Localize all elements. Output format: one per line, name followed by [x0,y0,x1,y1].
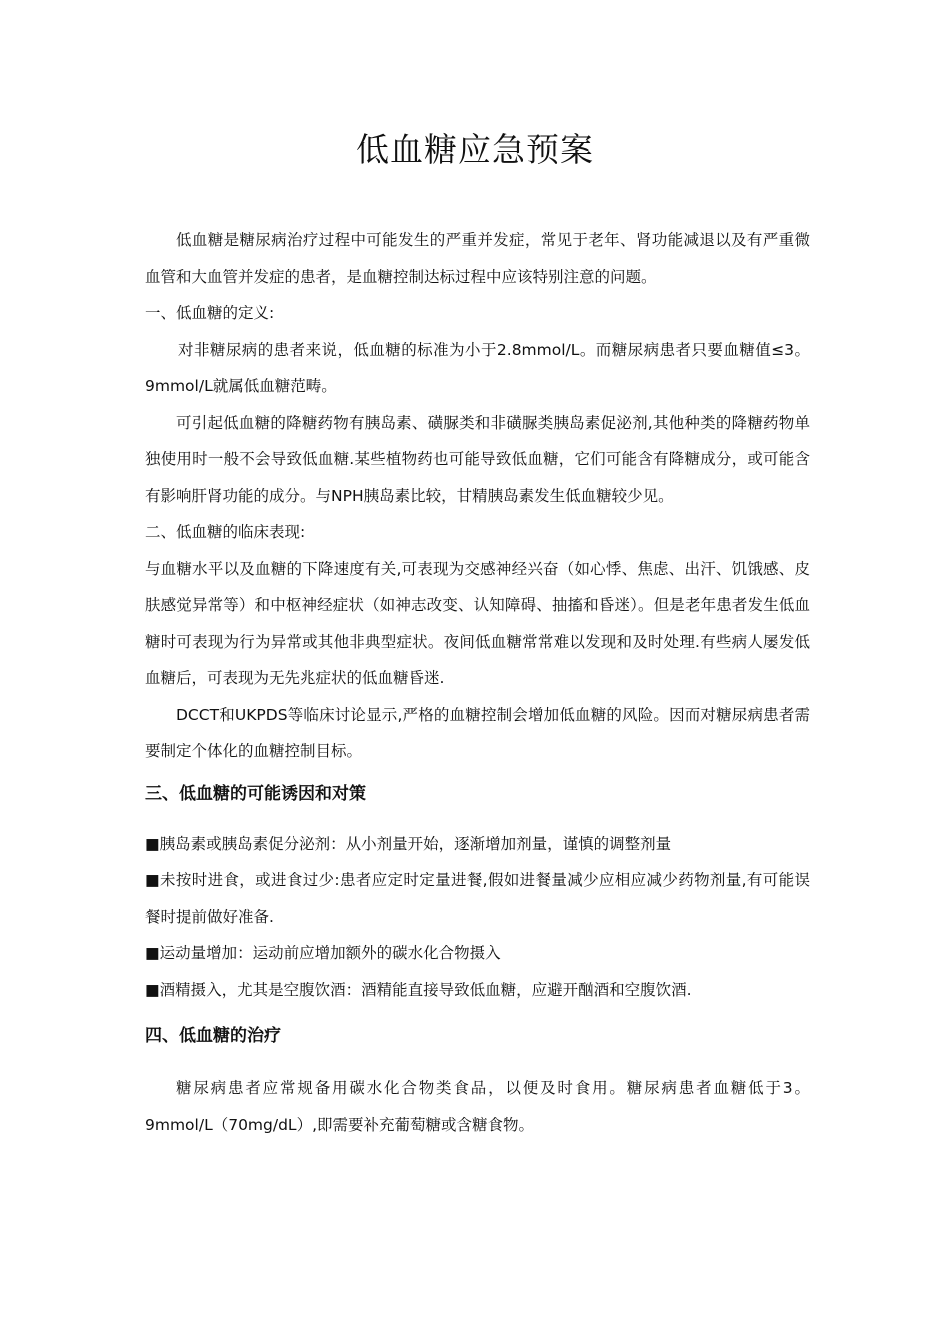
section2-paragraph-2: DCCT和UKPDS等临床讨论显示,严格的血糖控制会增加低血糖的风险。因而对糖尿病患者需要制定个体化的血糖控制目标。 [145,705,810,760]
section4-paragraph-1: 糖尿病患者应常规备用碳水化合物类食品，以便及时食用。糖尿病患者血糖低于3。9mmol/L（70mg/dL）,即需要补充葡萄糖或含糖食物。 [145,1079,810,1134]
section1-paragraph-1: 对非糖尿病的患者来说，低血糖的标准为小于2.8mmol/L。而糖尿病患者只要血糖值≤3。9mmol/L就属低血糖范畴。 [145,340,810,395]
section1-heading: 一、低血糖的定义: [145,304,275,322]
document-title: 低血糖应急预案 [356,130,594,169]
intro-paragraph: 低血糖是糖尿病治疗过程中可能发生的严重并发症，常见于老年、肾功能减退以及有严重微血管和大血管并发症的患者，是血糖控制达标过程中应该特别注意的问题。 [145,231,810,286]
section2-heading: 二、低血糖的临床表现: [145,523,306,541]
section1-paragraph-2: 可引起低血糖的降糖药物有胰岛素、磺脲类和非磺脲类胰岛素促泌剂,其他种类的降糖药物单独使用时一般不会导致低血糖.某些植物药也可能导致低血糖，它们可能含有降糖成分，或可能含有影响肝肾功能的成分。与NPH胰岛素比较，甘精胰岛素发生低血糖较少见。 [145,413,810,505]
section2-paragraph-1: 与血糖水平以及血糖的下降速度有关,可表现为交感神经兴奋（如心悸、焦虑、出汗、饥饿感、皮肤感觉异常等）和中枢神经症状（如神志改变、认知障碍、抽搐和昏迷）。但是老年患者发生低血糖时可表现为行为异常或其他非典型症状。夜间低血糖常常难以发现和及时处理.有些病人屡发低血糖后，可表现为无先兆症状的低血糖昏迷. [145,559,810,687]
section3-item-3: ■运动量增加：运动前应增加额外的碳水化合物摄入 [145,944,501,962]
section3-item-1: ■胰岛素或胰岛素促分泌剂：从小剂量开始，逐渐增加剂量，谨慎的调整剂量 [145,834,672,853]
section4-heading: 四、低血糖的治疗 [145,1026,281,1046]
section3-item-4: ■酒精摄入，尤其是空腹饮酒：酒精能直接导致低血糖，应避开酗酒和空腹饮酒. [145,980,692,999]
section3-item-2: ■未按时进食，或进食过少:患者应定时定量进餐,假如进餐量减少应相应减少药物剂量,有可能误餐时提前做好准备. [145,871,810,926]
document-body [145,222,810,1143]
section3-heading: 三、低血糖的可能诱因和对策 [145,783,366,804]
